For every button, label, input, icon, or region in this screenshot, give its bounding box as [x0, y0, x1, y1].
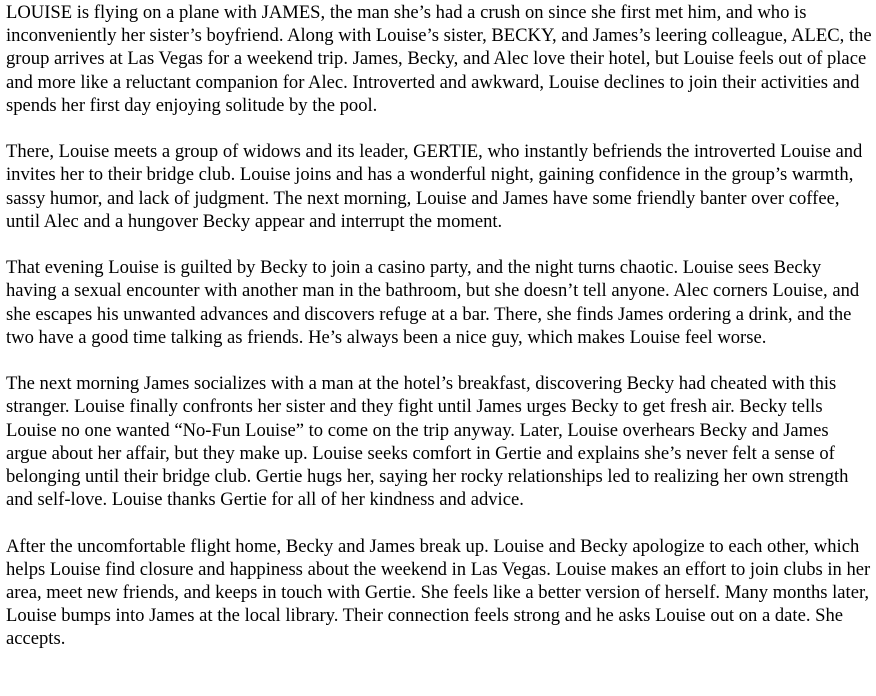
- document-body: [6, 1, 872, 651]
- paragraph-3: That evening Louise is guilted by Becky to join a casino party, and the night turns chaotic. Louise sees Becky having a sexual encounter with another man in the bathroom, but she doesn’t tell anyone. Alec corners Louise, and she escapes his unwanted advances and discovers refuge at a bar. There, she finds James ordering a drink, and the two have a good time talking as friends. He’s always been a nice guy, which makes Louise feel worse.: [6, 257, 860, 348]
- paragraph-2: There, Louise meets a group of widows and its leader, GERTIE, who instantly befriends the introverted Louise and invites her to their bridge club. Louise joins and has a wonderful night, gaining confidence in the group’s warmth, sassy humor, and lack of judgment. The next morning, Louise and James have some friendly banter over coffee, until Alec and a hungover Becky appear and interrupt the moment.: [6, 141, 863, 232]
- paragraph-5: After the uncomfortable flight home, Becky and James break up. Louise and Becky apologize to each other, which helps Louise find closure and happiness about the weekend in Las Vegas. Louise makes an effort to join clubs in her area, meet new friends, and keeps in touch with Gertie. She feels like a better version of herself. Many months later, Louise bumps into James at the local library. Their connection feels strong and he asks Louise out on a date. She accepts.: [6, 535, 871, 650]
- paragraph-4: The next morning James socializes with a man at the hotel’s breakfast, discovering Becky had cheated with this stranger. Louise finally confronts her sister and they fight until James urges Becky to get fresh air. Becky tells Louise no one wanted “No-Fun Louise” to come on the trip anyway. Later, Louise overhears Becky and James argue about her affair, but they make up. Louise seeks comfort in Gertie and explains she’s never felt a sense of belonging until their bridge club. Gertie hugs her, saying her rocky relationships led to realizing her own strength and self-love. Louise thanks Gertie for all of her kindness and advice.: [6, 373, 849, 511]
- paragraph-1: LOUISE is flying on a plane with JAMES, the man she’s had a crush on since she first met him, and who is inconveniently her sister’s boyfriend. Along with Louise’s sister, BECKY, and James’s leering colleague, ALEC, the group arrives at Las Vegas for a weekend trip. James, Becky, and Alec love their hotel, but Louise feels out of place and more like a reluctant companion for Alec. Introverted and awkward, Louise declines to join their activities and spends her first day enjoying solitude by the pool.: [6, 2, 872, 116]
